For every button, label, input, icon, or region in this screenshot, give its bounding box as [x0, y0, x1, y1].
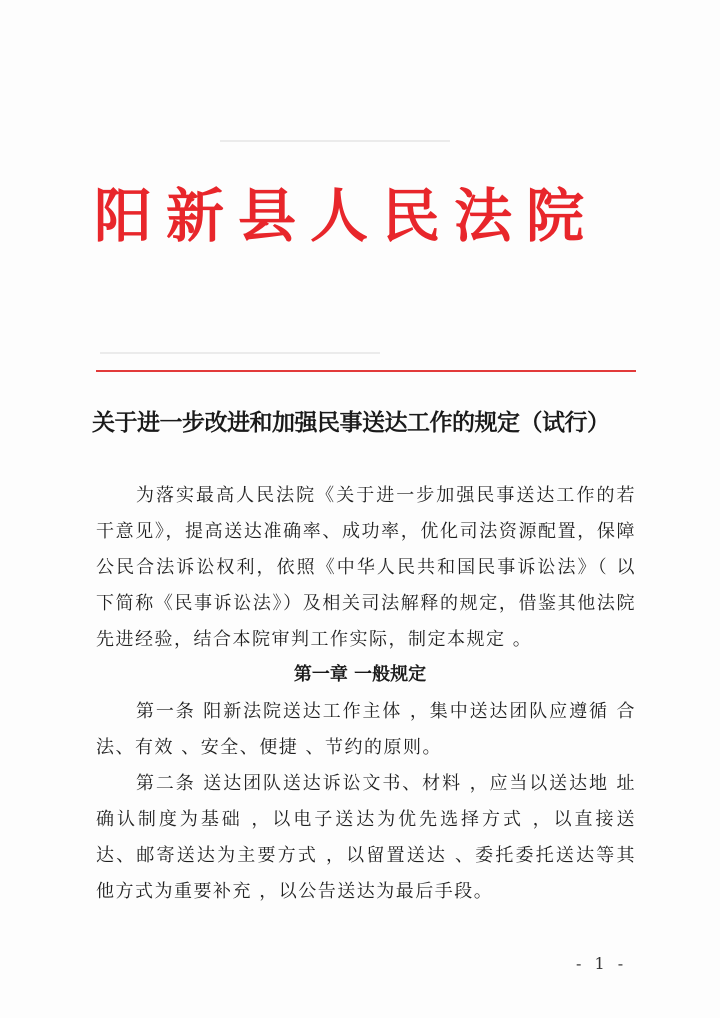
scan-artifact [100, 352, 380, 354]
article-1: 第一条 阳新法院送达工作主体 ，集中送达团队应遵循 合法、有效 、安全、便捷 、节约的原则。 [96, 701, 636, 758]
chapter-body [96, 694, 636, 910]
preamble-paragraph: 为落实最高人民法院《关于进一步加强民事送达工作的若干意见》，提高送达准确率、成功率，优化司法资源配置，保障公民合法诉讼权利，依照《中华人民共和国民事诉讼法》（ 以下简称《民事诉讼法》）及相关司法解释的规定，借鉴其他法院先进经验，结合本院审判工作实际，制定本规定 。 [96, 485, 636, 650]
preamble-block [96, 478, 636, 658]
document-title: 关于进一步改进和加强民事送达工作的规定（试行） [92, 410, 610, 436]
issuing-court-title: 阳新县人民法院 [94, 182, 599, 250]
header-red-rule [96, 370, 636, 372]
scan-artifact [220, 140, 450, 142]
page-number: - 1 - [576, 954, 628, 973]
article-2: 第二条 送达团队送达诉讼文书、材料 ，应当以送达地 址确认制度为基础 ，以电子送达为优先选择方式 ，以直接送达、邮寄送达为主要方式 ，以留置送达 、委托委托送达等其他方式为重要补充 ，以公告送达为最后手段。 [96, 773, 636, 902]
chapter-heading: 第一章 一般规定 [293, 664, 427, 685]
